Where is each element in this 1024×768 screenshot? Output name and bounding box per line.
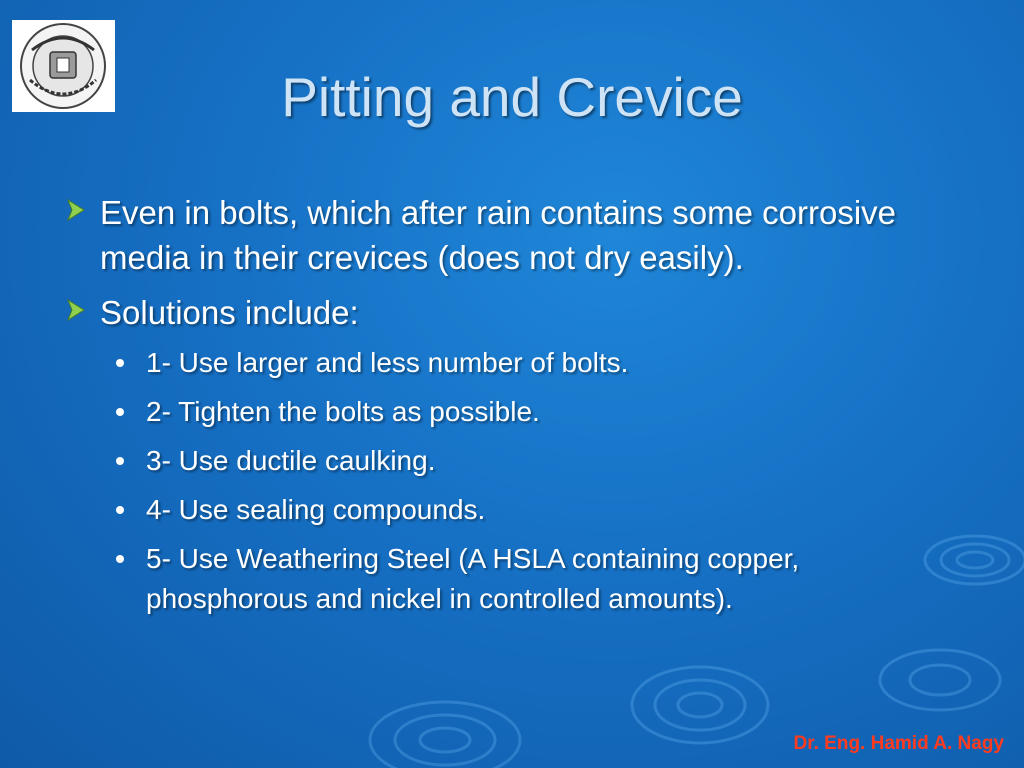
arrow-bullet-icon: [66, 198, 86, 222]
sub-bullet-list: [66, 343, 966, 619]
slide-content: [66, 190, 966, 628]
bullet-text: Even in bolts, which after rain contains some corrosive media in their crevices (does not dry easily).: [100, 194, 897, 276]
sub-bullet-item: [66, 490, 966, 530]
sub-bullet-text: 4- Use sealing compounds.: [146, 494, 486, 525]
sub-bullet-text: 1- Use larger and less number of bolts.: [146, 347, 629, 378]
dot-bullet-icon: [116, 359, 124, 367]
sub-bullet-item: [66, 539, 966, 619]
sub-bullet-item: [66, 392, 966, 432]
sub-bullet-text: 5- Use Weathering Steel (A HSLA containing copper, phosphorous and nickel in controlled amounts).: [146, 543, 800, 614]
slide-title: Pitting and Crevice: [281, 66, 743, 128]
bullet-text: Solutions include:: [100, 294, 359, 331]
sub-bullet-item: [66, 343, 966, 383]
dot-bullet-icon: [116, 457, 124, 465]
bullet-item: [66, 290, 966, 335]
dot-bullet-icon: [116, 408, 124, 416]
bullet-item: [66, 190, 966, 280]
arrow-bullet-icon: [66, 298, 86, 322]
dot-bullet-icon: [116, 506, 124, 514]
sub-bullet-item: [66, 441, 966, 481]
dot-bullet-icon: [116, 555, 124, 563]
author-footer: Dr. Eng. Hamid A. Nagy: [793, 733, 1004, 754]
sub-bullet-text: 3- Use ductile caulking.: [146, 445, 436, 476]
sub-bullet-text: 2- Tighten the bolts as possible.: [146, 396, 540, 427]
